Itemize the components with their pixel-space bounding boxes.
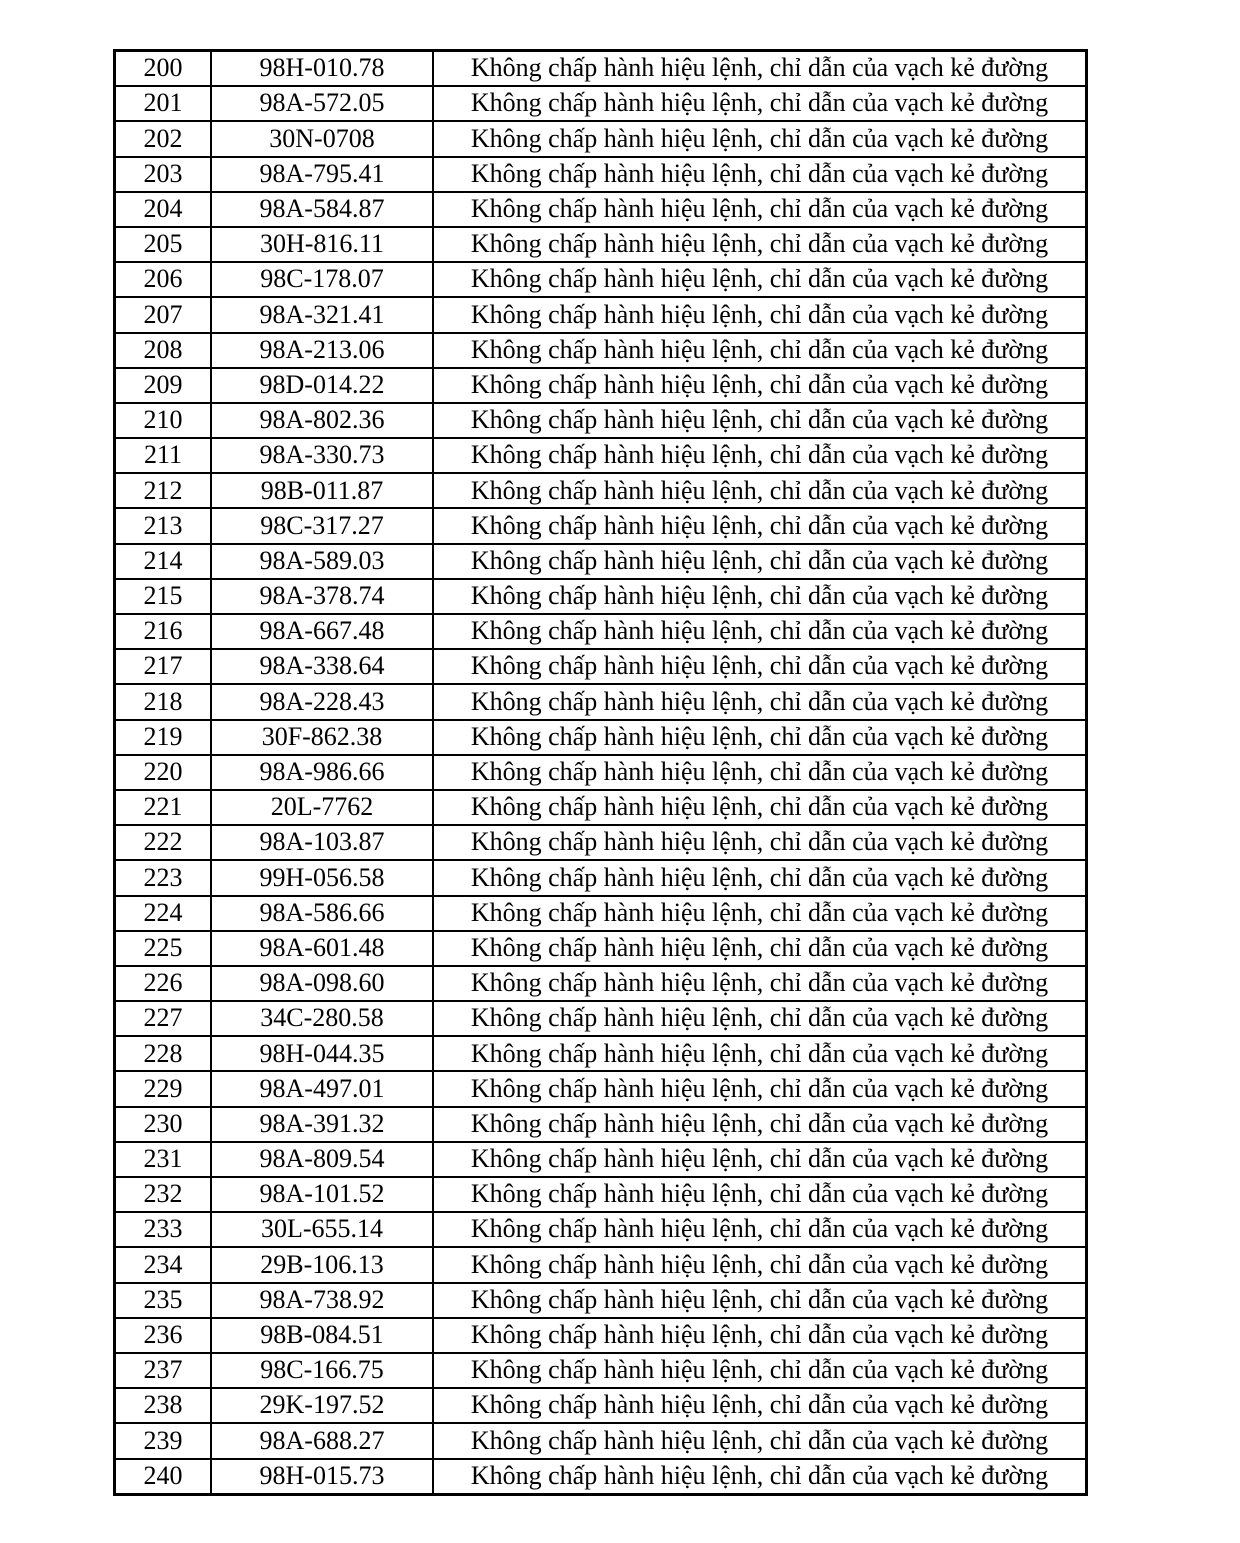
violation-cell: Không chấp hành hiệu lệnh, chỉ dẫn của vạch kẻ đường	[433, 1177, 1087, 1212]
license-plate-cell: 34C-280.58	[211, 1001, 433, 1036]
license-plate-cell: 98A-213.06	[211, 333, 433, 368]
row-number-cell: 221	[115, 790, 212, 825]
table-row	[115, 966, 1087, 1001]
violation-cell: Không chấp hành hiệu lệnh, chỉ dẫn của vạch kẻ đường	[433, 1107, 1087, 1142]
row-number-cell: 206	[115, 262, 212, 297]
violation-cell: Không chấp hành hiệu lệnh, chỉ dẫn của vạch kẻ đường	[433, 544, 1087, 579]
violation-cell: Không chấp hành hiệu lệnh, chỉ dẫn của vạch kẻ đường	[433, 720, 1087, 755]
table-row	[115, 262, 1087, 297]
violation-cell: Không chấp hành hiệu lệnh, chỉ dẫn của vạch kẻ đường	[433, 1001, 1087, 1036]
violation-cell: Không chấp hành hiệu lệnh, chỉ dẫn của vạch kẻ đường	[433, 121, 1087, 156]
license-plate-cell: 29B-106.13	[211, 1247, 433, 1282]
license-plate-cell: 30H-816.11	[211, 227, 433, 262]
row-number-cell: 208	[115, 333, 212, 368]
license-plate-cell: 98A-986.66	[211, 755, 433, 790]
table-row	[115, 1036, 1087, 1071]
license-plate-cell: 98A-802.36	[211, 403, 433, 438]
violation-cell: Không chấp hành hiệu lệnh, chỉ dẫn của vạch kẻ đường	[433, 157, 1087, 192]
row-number-cell: 209	[115, 368, 212, 403]
row-number-cell: 236	[115, 1318, 212, 1353]
row-number-cell: 215	[115, 579, 212, 614]
violation-cell: Không chấp hành hiệu lệnh, chỉ dẫn của vạch kẻ đường	[433, 1071, 1087, 1106]
row-number-cell: 229	[115, 1071, 212, 1106]
table-row	[115, 121, 1087, 156]
license-plate-cell: 98A-795.41	[211, 157, 433, 192]
table-row	[115, 227, 1087, 262]
license-plate-cell: 20L-7762	[211, 790, 433, 825]
license-plate-cell: 99H-056.58	[211, 860, 433, 895]
table-row	[115, 544, 1087, 579]
table-row	[115, 1353, 1087, 1388]
license-plate-cell: 30L-655.14	[211, 1212, 433, 1247]
table-row	[115, 896, 1087, 931]
row-number-cell: 233	[115, 1212, 212, 1247]
table-row	[115, 438, 1087, 473]
table-row	[115, 649, 1087, 684]
table-row	[115, 1283, 1087, 1318]
table-row	[115, 86, 1087, 121]
violation-cell: Không chấp hành hiệu lệnh, chỉ dẫn của vạch kẻ đường	[433, 966, 1087, 1001]
violation-cell: Không chấp hành hiệu lệnh, chỉ dẫn của vạch kẻ đường	[433, 1283, 1087, 1318]
table-row	[115, 614, 1087, 649]
table-row	[115, 931, 1087, 966]
row-number-cell: 219	[115, 720, 212, 755]
license-plate-cell: 98A-330.73	[211, 438, 433, 473]
license-plate-cell: 98B-084.51	[211, 1318, 433, 1353]
violation-cell: Không chấp hành hiệu lệnh, chỉ dẫn của vạch kẻ đường	[433, 649, 1087, 684]
table-row	[115, 192, 1087, 227]
violation-cell: Không chấp hành hiệu lệnh, chỉ dẫn của vạch kẻ đường	[433, 192, 1087, 227]
table-row	[115, 51, 1087, 87]
row-number-cell: 231	[115, 1142, 212, 1177]
row-number-cell: 230	[115, 1107, 212, 1142]
violation-cell: Không chấp hành hiệu lệnh, chỉ dẫn của vạch kẻ đường	[433, 614, 1087, 649]
row-number-cell: 225	[115, 931, 212, 966]
license-plate-cell: 98D-014.22	[211, 368, 433, 403]
license-plate-cell: 98H-044.35	[211, 1036, 433, 1071]
violation-cell: Không chấp hành hiệu lệnh, chỉ dẫn của vạch kẻ đường	[433, 403, 1087, 438]
license-plate-cell: 98A-572.05	[211, 86, 433, 121]
table-row	[115, 1459, 1087, 1495]
row-number-cell: 214	[115, 544, 212, 579]
violation-cell: Không chấp hành hiệu lệnh, chỉ dẫn của vạch kẻ đường	[433, 1423, 1087, 1458]
violation-cell: Không chấp hành hiệu lệnh, chỉ dẫn của vạch kẻ đường	[433, 931, 1087, 966]
table-row	[115, 1247, 1087, 1282]
table-row	[115, 825, 1087, 860]
table-row	[115, 755, 1087, 790]
row-number-cell: 200	[115, 51, 212, 87]
violation-cell: Không chấp hành hiệu lệnh, chỉ dẫn của vạch kẻ đường	[433, 860, 1087, 895]
table-row	[115, 790, 1087, 825]
violation-cell: Không chấp hành hiệu lệnh, chỉ dẫn của vạch kẻ đường	[433, 86, 1087, 121]
license-plate-cell: 98A-101.52	[211, 1177, 433, 1212]
row-number-cell: 203	[115, 157, 212, 192]
license-plate-cell: 98A-228.43	[211, 684, 433, 719]
row-number-cell: 239	[115, 1423, 212, 1458]
row-number-cell: 218	[115, 684, 212, 719]
violation-cell: Không chấp hành hiệu lệnh, chỉ dẫn của vạch kẻ đường	[433, 227, 1087, 262]
violation-cell: Không chấp hành hiệu lệnh, chỉ dẫn của vạch kẻ đường	[433, 368, 1087, 403]
table-row	[115, 1318, 1087, 1353]
table-row	[115, 508, 1087, 543]
table-row	[115, 333, 1087, 368]
table-row	[115, 1212, 1087, 1247]
license-plate-cell: 98A-391.32	[211, 1107, 433, 1142]
table-row	[115, 1071, 1087, 1106]
row-number-cell: 234	[115, 1247, 212, 1282]
row-number-cell: 220	[115, 755, 212, 790]
violation-cell: Không chấp hành hiệu lệnh, chỉ dẫn của vạch kẻ đường	[433, 1388, 1087, 1423]
license-plate-cell: 98A-586.66	[211, 896, 433, 931]
table-row	[115, 579, 1087, 614]
violation-cell: Không chấp hành hiệu lệnh, chỉ dẫn của vạch kẻ đường	[433, 508, 1087, 543]
row-number-cell: 205	[115, 227, 212, 262]
table-row	[115, 720, 1087, 755]
row-number-cell: 237	[115, 1353, 212, 1388]
row-number-cell: 213	[115, 508, 212, 543]
license-plate-cell: 98A-601.48	[211, 931, 433, 966]
violation-cell: Không chấp hành hiệu lệnh, chỉ dẫn của vạch kẻ đường	[433, 579, 1087, 614]
row-number-cell: 232	[115, 1177, 212, 1212]
license-plate-cell: 98H-010.78	[211, 51, 433, 87]
violation-cell: Không chấp hành hiệu lệnh, chỉ dẫn của vạch kẻ đường	[433, 1142, 1087, 1177]
row-number-cell: 211	[115, 438, 212, 473]
license-plate-cell: 98C-178.07	[211, 262, 433, 297]
license-plate-cell: 98C-166.75	[211, 1353, 433, 1388]
violation-cell: Không chấp hành hiệu lệnh, chỉ dẫn của vạch kẻ đường	[433, 825, 1087, 860]
table-row	[115, 1177, 1087, 1212]
violation-cell: Không chấp hành hiệu lệnh, chỉ dẫn của vạch kẻ đường	[433, 896, 1087, 931]
license-plate-cell: 30N-0708	[211, 121, 433, 156]
table-row	[115, 684, 1087, 719]
table-row	[115, 368, 1087, 403]
row-number-cell: 210	[115, 403, 212, 438]
violation-cell: Không chấp hành hiệu lệnh, chỉ dẫn của vạch kẻ đường	[433, 438, 1087, 473]
row-number-cell: 224	[115, 896, 212, 931]
row-number-cell: 227	[115, 1001, 212, 1036]
license-plate-cell: 98H-015.73	[211, 1459, 433, 1495]
row-number-cell: 217	[115, 649, 212, 684]
table-row	[115, 1388, 1087, 1423]
table-row	[115, 1423, 1087, 1458]
license-plate-cell: 98A-098.60	[211, 966, 433, 1001]
violation-cell: Không chấp hành hiệu lệnh, chỉ dẫn của vạch kẻ đường	[433, 755, 1087, 790]
license-plate-cell: 98B-011.87	[211, 473, 433, 508]
table-row	[115, 860, 1087, 895]
license-plate-cell: 98A-338.64	[211, 649, 433, 684]
violation-cell: Không chấp hành hiệu lệnh, chỉ dẫn của vạch kẻ đường	[433, 790, 1087, 825]
license-plate-cell: 98A-589.03	[211, 544, 433, 579]
violation-cell: Không chấp hành hiệu lệnh, chỉ dẫn của vạch kẻ đường	[433, 297, 1087, 332]
row-number-cell: 226	[115, 966, 212, 1001]
violations-table	[113, 49, 1088, 1496]
row-number-cell: 223	[115, 860, 212, 895]
table-row	[115, 297, 1087, 332]
violation-cell: Không chấp hành hiệu lệnh, chỉ dẫn của vạch kẻ đường	[433, 262, 1087, 297]
row-number-cell: 212	[115, 473, 212, 508]
row-number-cell: 207	[115, 297, 212, 332]
row-number-cell: 204	[115, 192, 212, 227]
license-plate-cell: 98A-738.92	[211, 1283, 433, 1318]
license-plate-cell: 98A-321.41	[211, 297, 433, 332]
row-number-cell: 216	[115, 614, 212, 649]
license-plate-cell: 98A-809.54	[211, 1142, 433, 1177]
row-number-cell: 222	[115, 825, 212, 860]
license-plate-cell: 98A-103.87	[211, 825, 433, 860]
table-row	[115, 1142, 1087, 1177]
row-number-cell: 201	[115, 86, 212, 121]
row-number-cell: 202	[115, 121, 212, 156]
table-row	[115, 473, 1087, 508]
violation-cell: Không chấp hành hiệu lệnh, chỉ dẫn của vạch kẻ đường	[433, 333, 1087, 368]
violation-cell: Không chấp hành hiệu lệnh, chỉ dẫn của vạch kẻ đường	[433, 473, 1087, 508]
violation-cell: Không chấp hành hiệu lệnh, chỉ dẫn của vạch kẻ đường	[433, 684, 1087, 719]
license-plate-cell: 30F-862.38	[211, 720, 433, 755]
violation-cell: Không chấp hành hiệu lệnh, chỉ dẫn của vạch kẻ đường	[433, 1212, 1087, 1247]
table-row	[115, 1107, 1087, 1142]
license-plate-cell: 29K-197.52	[211, 1388, 433, 1423]
table-row	[115, 1001, 1087, 1036]
table-row	[115, 403, 1087, 438]
violation-cell: Không chấp hành hiệu lệnh, chỉ dẫn của vạch kẻ đường	[433, 1353, 1087, 1388]
table-row	[115, 157, 1087, 192]
violations-table-body	[115, 51, 1087, 1495]
license-plate-cell: 98C-317.27	[211, 508, 433, 543]
violation-cell: Không chấp hành hiệu lệnh, chỉ dẫn của vạch kẻ đường	[433, 1247, 1087, 1282]
violation-cell: Không chấp hành hiệu lệnh, chỉ dẫn của vạch kẻ đường	[433, 1318, 1087, 1353]
violation-cell: Không chấp hành hiệu lệnh, chỉ dẫn của vạch kẻ đường	[433, 1459, 1087, 1495]
row-number-cell: 228	[115, 1036, 212, 1071]
license-plate-cell: 98A-667.48	[211, 614, 433, 649]
row-number-cell: 238	[115, 1388, 212, 1423]
license-plate-cell: 98A-497.01	[211, 1071, 433, 1106]
license-plate-cell: 98A-584.87	[211, 192, 433, 227]
license-plate-cell: 98A-378.74	[211, 579, 433, 614]
violation-cell: Không chấp hành hiệu lệnh, chỉ dẫn của vạch kẻ đường	[433, 1036, 1087, 1071]
violation-cell: Không chấp hành hiệu lệnh, chỉ dẫn của vạch kẻ đường	[433, 51, 1087, 87]
row-number-cell: 235	[115, 1283, 212, 1318]
row-number-cell: 240	[115, 1459, 212, 1495]
license-plate-cell: 98A-688.27	[211, 1423, 433, 1458]
